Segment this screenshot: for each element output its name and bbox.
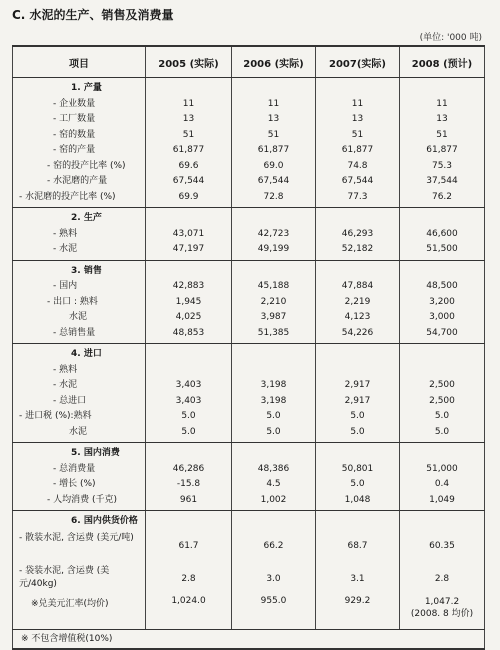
table-row: - 增长 (%) -15.8 4.5 5.0 0.4 [13, 477, 485, 493]
section-heading: 2. 生产 [13, 208, 146, 227]
fx-2008-note: (2008. 8 均价) [410, 608, 474, 619]
header-col-2008: 2008 (预计) [400, 46, 485, 78]
table-row: - 企业数量 11 11 11 11 [13, 97, 485, 113]
footnote: ※ 不包含增值税(10%) [13, 630, 485, 650]
section-sales [13, 260, 485, 344]
table-row: - 散装水泥, 含运费 (美元/吨) 61.7 66.2 68.7 60.35 [13, 530, 485, 563]
fx-2008-value: 1,047.2 [424, 596, 460, 607]
table-row: - 水泥 47,197 49,199 52,182 51,500 [13, 242, 485, 260]
table-row: - 国内 42,883 45,188 47,884 48,500 [13, 279, 485, 295]
page-title: C. 水泥的生产、销售及消费量 [12, 8, 174, 22]
section-prices [13, 511, 485, 630]
table-row: - 水泥磨的投产比率 (%) 69.9 72.8 77.3 76.2 [13, 190, 485, 208]
header-row [13, 46, 485, 78]
table-row: ※兑美元汇率(均价) 1,024.0 955.0 929.2 1,047.2 (2008. 8 均价) [13, 596, 485, 630]
section-imports [13, 344, 485, 443]
table-row: - 水泥 3,403 3,198 2,917 2,500 [13, 378, 485, 394]
table-row: 水泥 5.0 5.0 5.0 5.0 [13, 425, 485, 443]
header-col-2006: 2006 (实际) [232, 46, 316, 78]
cement-table [12, 45, 485, 650]
footnote-row [13, 630, 485, 650]
section-heading: 5. 国内消费 [13, 443, 146, 462]
table-row: - 熟料 43,071 42,723 46,293 46,600 [13, 227, 485, 243]
section-output [13, 208, 485, 261]
header-col-2005: 2005 (实际) [146, 46, 232, 78]
section-heading: 3. 销售 [13, 260, 146, 279]
header-item: 项目 [13, 46, 146, 78]
header-col-2007: 2007(实际) [316, 46, 400, 78]
table-row: - 水泥磨的产量 67,544 67,544 67,544 37,544 [13, 174, 485, 190]
table-row: - 人均消费 (千克) 961 1,002 1,048 1,049 [13, 493, 485, 511]
table-row: - 工厂数量 13 13 13 13 [13, 112, 485, 128]
table-row: - 窑的数量 51 51 51 51 [13, 128, 485, 144]
section-heading: 6. 国内供货价格 [13, 511, 146, 530]
table-row: - 总进口 3,403 3,198 2,917 2,500 [13, 394, 485, 410]
table-row: - 袋装水泥, 含运费 (美元/40kg) 2.8 3.0 3.1 2.8 [13, 563, 485, 596]
unit-note: (单位: '000 吨) [419, 33, 482, 43]
table-row: - 总销售量 48,853 51,385 54,226 54,700 [13, 326, 485, 344]
table-row: - 总消费量 46,286 48,386 50,801 51,000 [13, 462, 485, 478]
table-row: - 窑的产量 61,877 61,877 61,877 61,877 [13, 143, 485, 159]
table-row: - 出口 : 熟料 1,945 2,210 2,219 3,200 [13, 295, 485, 311]
section-consumption [13, 443, 485, 511]
section-heading: 4. 进口 [13, 344, 146, 363]
section-production [13, 78, 485, 208]
table-row: - 进口税 (%):熟料 5.0 5.0 5.0 5.0 [13, 409, 485, 425]
table-row: - 窑的投产比率 (%) 69.6 69.0 74.8 75.3 [13, 159, 485, 175]
table-row: 水泥 4,025 3,987 4,123 3,000 [13, 310, 485, 326]
table-row: - 熟料 [13, 363, 485, 379]
section-heading: 1. 产量 [13, 78, 146, 97]
